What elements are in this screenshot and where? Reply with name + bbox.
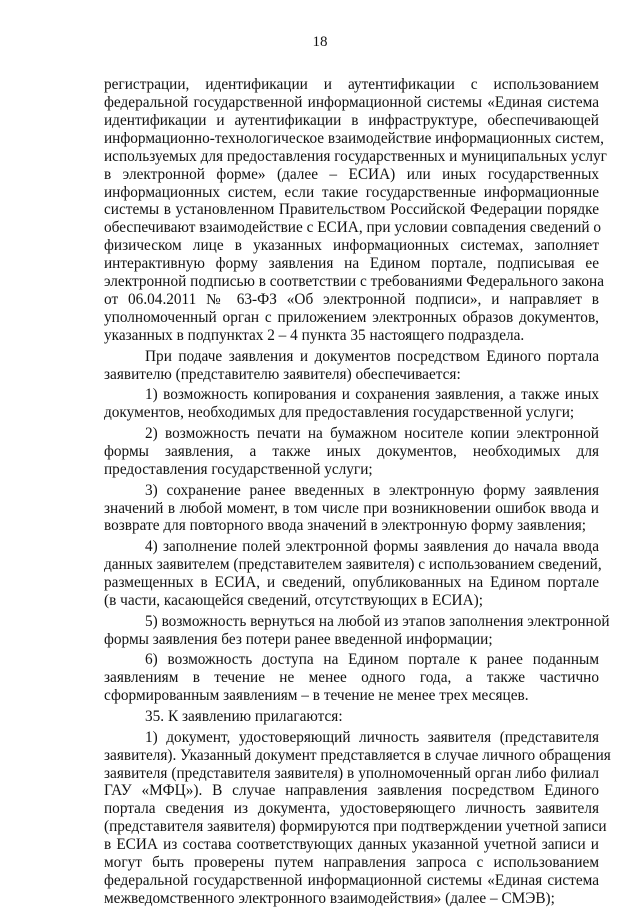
text-line: в электронной форме» (далее – ЕСИА) или иных государственных	[104, 166, 599, 183]
text-line: 1) возможность копирования и сохранения заявления, а также иных	[145, 386, 599, 403]
text-line: информационных систем, если такие государственные информационные	[104, 184, 599, 201]
text-line: формы заявления без потери ранее введенной информации;	[104, 631, 493, 648]
text-line: регистрации, идентификации и аутентификации с использованием	[104, 76, 599, 93]
text-line: от 06.04.2011 № 63-ФЗ «Об электронной подписи», и направляет в	[104, 291, 599, 308]
text-line: могут быть проверены путем направления запроса с использованием	[104, 854, 599, 871]
text-line: 35. К заявлению прилагаются:	[145, 708, 343, 725]
text-line: идентификации и аутентификации в инфраструктуре, обеспечивающей	[104, 112, 599, 129]
text-line: 5) возможность вернуться на любой из этапов заполнения электронной	[145, 613, 610, 630]
text-line: межведомственного электронного взаимодействия» (далее – СМЭВ);	[104, 890, 555, 907]
text-line: размещенных в ЕСИА, и сведений, опубликованных на Едином портале	[104, 574, 599, 591]
text-line: данных заявителем (представителем заявителя) с использованием сведений,	[104, 556, 602, 573]
text-line: предоставления государственной услуги;	[104, 461, 373, 478]
text-line: 4) заполнение полей электронной формы заявления до начала ввода	[145, 538, 599, 555]
text-line: сформированным заявлениям – в течение не менее трех месяцев.	[104, 687, 529, 704]
text-line: в ЕСИА из состава соответствующих данных указанной учетной записи и	[104, 836, 599, 853]
text-line: 3) сохранение ранее введенных в электронную форму заявления	[145, 482, 599, 499]
text-line: При подаче заявления и документов посредством Единого портала	[145, 348, 599, 365]
text-line: 1) документ, удостоверяющий личность заявителя (представителя	[145, 729, 599, 746]
text-line: указанных в подпунктах 2 – 4 пункта 35 настоящего подраздела.	[104, 327, 525, 344]
text-line: федеральной государственной информационной системы «Единая система	[104, 872, 599, 889]
text-line: заявителю (представителю заявителя) обеспечивается:	[104, 366, 461, 383]
text-line: электронной подписью в соответствии с требованиями Федерального закона	[104, 273, 605, 290]
text-line: физическом лице в указанных информационных системах, заполняет	[104, 237, 599, 254]
text-line: обеспечивают взаимодействие с ЕСИА, при условии совпадения сведений о	[104, 219, 602, 236]
page-number: 18	[312, 34, 328, 50]
text-line: заявлениям в течение не менее одного года, а также частично	[104, 669, 599, 686]
text-line: используемых для предоставления государственных и муниципальных услуг	[104, 148, 607, 165]
text-line: документов, необходимых для предоставления государственной услуги;	[104, 404, 575, 421]
text-line: заявителя (представителя заявителя) в уполномоченный орган либо филиал	[104, 765, 599, 782]
text-line: заявителя). Указанный документ представляется в случае личного обращения	[104, 747, 611, 764]
text-line: возврате для повторного ввода значений в электронную форму заявления;	[104, 517, 587, 534]
text-line: (представителя заявителя) формируются при подтверждении учетной записи	[104, 818, 607, 835]
text-line: портала сведения из документа, удостоверяющего личность заявителя	[104, 800, 599, 817]
text-line: федеральной государственной информационной системы «Единая система	[104, 94, 599, 111]
text-line: 2) возможность печати на бумажном носителе копии электронной	[145, 425, 599, 442]
text-line: интерактивную форму заявления на Едином портале, подписывая ее	[104, 255, 599, 272]
text-line: ГАУ «МФЦ»). В случае направления заявления посредством Единого	[104, 782, 599, 799]
text-line: информационно-технологическое взаимодействие информационных систем,	[104, 130, 604, 147]
text-line: формы заявления, а также иных документов, необходимых для	[104, 443, 599, 460]
text-line: 6) возможность доступа на Едином портале к ранее поданным	[145, 651, 599, 668]
text-line: значений в любой момент, в том числе при возникновении ошибок ввода и	[104, 500, 599, 517]
text-line: системы в установленном Правительством Российской Федерации порядке	[104, 201, 599, 218]
text-line: (в части, касающейся сведений, отсутствующих в ЕСИА);	[104, 592, 483, 609]
text-line: уполномоченный орган с приложением электронных образов документов,	[104, 309, 599, 326]
